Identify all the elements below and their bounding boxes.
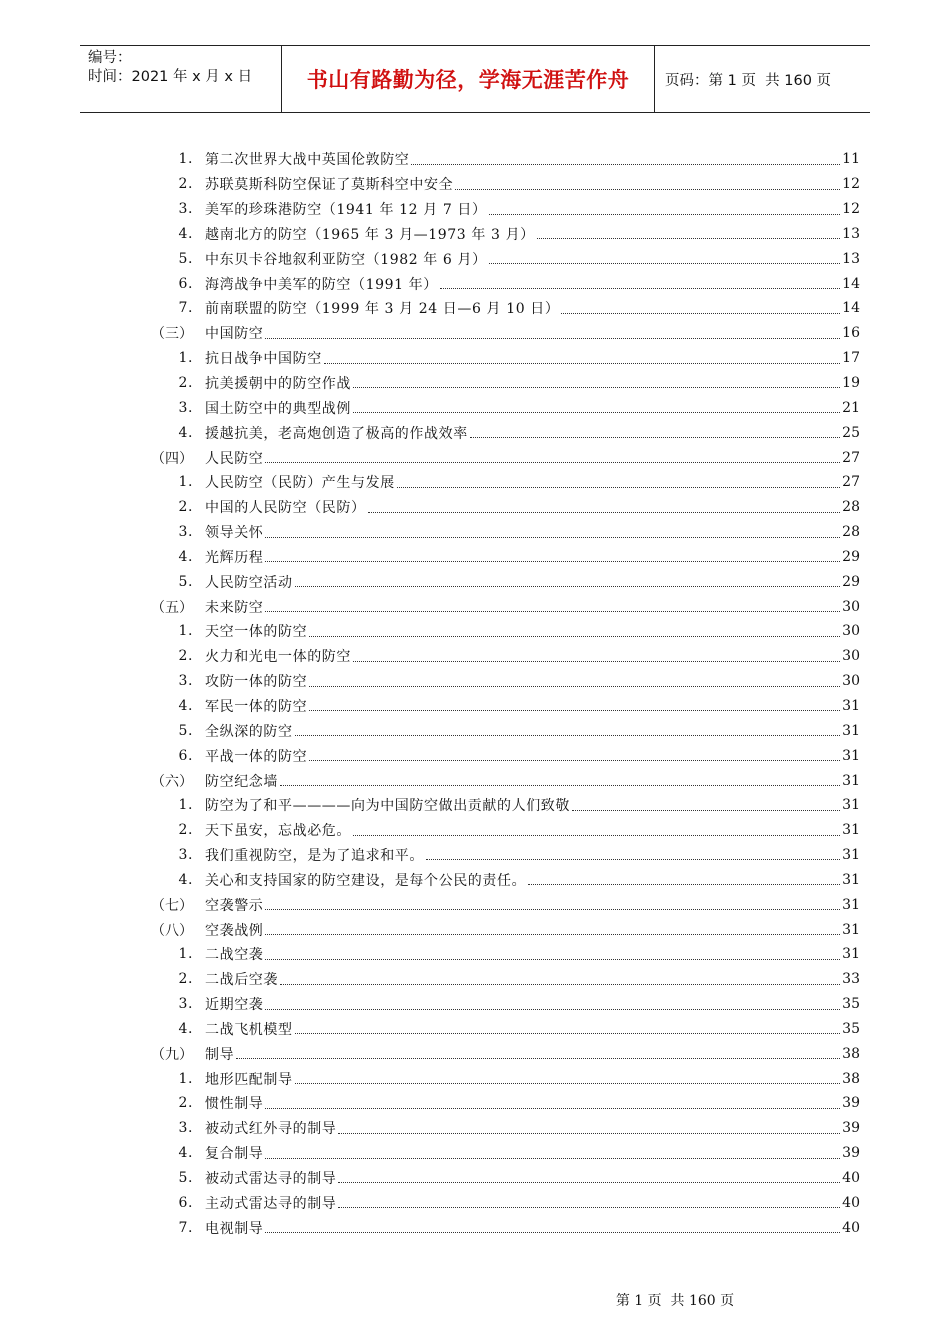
toc-dot-leader [265,560,840,562]
toc-item-page: 40 [842,1170,860,1187]
toc-item-row[interactable] [80,296,860,321]
document-time-label: 时间：2021 年 x 月 x 日 [88,69,253,85]
toc-section-row[interactable] [80,445,860,470]
toc-dot-leader [265,933,840,935]
toc-dot-leader [295,734,841,736]
toc-item-page: 14 [842,275,860,292]
toc-item-page: 31 [842,772,860,789]
toc-dot-leader [470,436,840,438]
toc-item-title: 中东贝卡谷地叙利亚防空（1982 年 6 月） [205,251,487,268]
toc-item-number: （八） [151,922,193,939]
toc-dot-leader [324,362,840,364]
toc-item-page: 13 [842,225,860,242]
toc-item-number: 3. [178,201,193,218]
toc-dot-leader [572,809,840,811]
toc-item-number: 4. [178,871,193,888]
toc-item-row[interactable] [80,1116,860,1141]
toc-dot-leader [353,660,840,662]
toc-dot-leader [338,1181,840,1183]
toc-item-number: （七） [151,897,193,914]
toc-item-row[interactable] [80,992,860,1017]
toc-item-page: 29 [842,548,860,565]
toc-item-title: 平战一体的防空 [205,748,308,765]
toc-item-number: 4. [178,1020,193,1037]
header-meta [80,46,281,112]
toc-item-number: （五） [151,599,193,616]
toc-item-number: 3. [178,524,193,541]
toc-item-number: 2. [178,176,193,193]
toc-item-row[interactable] [80,147,860,172]
toc-item-title: 越南北方的防空（1965 年 3 月—1973 年 3 月） [205,226,535,243]
toc-item-row[interactable] [80,395,860,420]
header-slogan: 书山有路勤为径，学海无涯苦作舟 [281,46,655,112]
toc-item-title: 关心和支持国家的防空建设，是每个公民的责任。 [205,872,527,889]
toc-item-number: 5. [178,250,193,267]
toc-section-row[interactable] [80,892,860,917]
toc-item-page: 30 [842,648,860,665]
toc-item-page: 39 [842,1120,860,1137]
toc-section-row[interactable] [80,768,860,793]
toc-item-number: 4. [178,1145,193,1162]
toc-item-number: 3. [178,847,193,864]
toc-item-row[interactable] [80,843,860,868]
toc-item-title: 制导 [205,1046,235,1063]
toc-item-title: 防空纪念墙 [205,773,278,790]
toc-dot-leader [353,834,840,836]
toc-item-title: 光辉历程 [205,549,264,566]
toc-item-row[interactable] [80,1141,860,1166]
toc-item-page: 40 [842,1194,860,1211]
toc-dot-leader [236,1057,840,1059]
toc-dot-leader [455,188,840,190]
toc-dot-leader [309,685,840,687]
toc-item-page: 31 [842,722,860,739]
toc-item-row[interactable] [80,172,860,197]
toc-dot-leader [265,536,840,538]
page-header [80,45,870,113]
toc-item-page: 17 [842,350,860,367]
toc-item-number: 6. [178,275,193,292]
toc-item-title: 电视制导 [205,1220,264,1237]
toc-item-number: （四） [151,450,193,467]
toc-item-page: 31 [842,921,860,938]
toc-item-page: 31 [842,847,860,864]
toc-item-page: 30 [842,673,860,690]
toc-dot-leader [265,337,840,339]
toc-dot-leader [265,1107,840,1109]
toc-item-page: 21 [842,399,860,416]
toc-item-title: 复合制导 [205,1146,264,1163]
toc-item-title: 天下虽安，忘战必危。 [205,823,351,840]
toc-item-title: 近期空袭 [205,997,264,1014]
toc-item-title: 中国的人民防空（民防） [205,500,366,517]
toc-item-row[interactable] [80,793,860,818]
toc-item-page: 31 [842,871,860,888]
toc-dot-leader [309,759,840,761]
toc-item-page: 12 [842,201,860,218]
toc-dot-leader [265,610,840,612]
toc-dot-leader [295,585,841,587]
toc-item-page: 28 [842,524,860,541]
toc-item-page: 38 [842,1045,860,1062]
document-number-label: 编号： [88,50,132,66]
toc-item-row[interactable] [80,1066,860,1091]
page-footer: 第 1 页 共 160 页 [615,1293,735,1309]
toc-item-number: 4. [178,697,193,714]
toc-item-row[interactable] [80,718,860,743]
toc-item-row[interactable] [80,942,860,967]
toc-item-row[interactable] [80,619,860,644]
toc-item-number: 1. [178,151,193,168]
toc-dot-leader [368,511,841,513]
toc-dot-leader [411,163,840,165]
toc-item-number: 2. [178,648,193,665]
toc-item-title: 前南联盟的防空（1999 年 3 月 24 日—6 月 10 日） [205,301,560,318]
toc-dot-leader [280,784,840,786]
toc-item-number: 3. [178,1120,193,1137]
toc-item-row[interactable] [80,271,860,296]
toc-dot-leader [353,386,840,388]
toc-item-number: 4. [178,548,193,565]
toc-dot-leader [265,958,840,960]
toc-item-number: 6. [178,1194,193,1211]
header-page-info: 页码：第 1 页 共 160 页 [665,72,832,89]
toc-item-row[interactable] [80,346,860,371]
toc-dot-leader [489,262,840,264]
toc-dot-leader [265,461,840,463]
toc-item-page: 31 [842,797,860,814]
toc-item-row[interactable] [80,470,860,495]
toc-item-page: 29 [842,573,860,590]
toc-item-page: 13 [842,250,860,267]
toc-dot-leader [440,287,840,289]
toc-dot-leader [309,709,840,711]
toc-item-row[interactable] [80,669,860,694]
toc-item-title: 空袭战例 [205,922,264,939]
toc-dot-leader [353,411,840,413]
toc-item-title: 火力和光电一体的防空 [205,649,351,666]
toc-item-page: 31 [842,896,860,913]
toc-item-page: 16 [842,325,860,342]
toc-item-number: 6. [178,747,193,764]
toc-item-page: 39 [842,1095,860,1112]
toc-item-number: 7. [178,1219,193,1236]
toc-item-page: 19 [842,375,860,392]
toc-item-title: 人民防空 [205,450,264,467]
toc-section-row[interactable] [80,1041,860,1066]
toc-item-page: 28 [842,499,860,516]
toc-item-number: 5. [178,573,193,590]
toc-item-row[interactable] [80,1091,860,1116]
toc-dot-leader [265,908,840,910]
toc-item-title: 全纵深的防空 [205,723,293,740]
toc-item-row[interactable] [80,867,860,892]
toc-item-number: （九） [151,1046,193,1063]
table-of-contents [80,147,860,1240]
toc-dot-leader [537,237,840,239]
toc-item-number: 1. [178,474,193,491]
toc-item-number: 1. [178,350,193,367]
toc-item-page: 30 [842,598,860,615]
toc-item-title: 第二次世界大战中英国伦敦防空 [205,152,410,169]
toc-item-number: 2. [178,499,193,516]
toc-item-row[interactable] [80,1190,860,1215]
toc-item-number: 7. [178,300,193,317]
toc-section-row[interactable] [80,594,860,619]
toc-item-title: 国土防空中的典型战例 [205,400,351,417]
toc-item-page: 35 [842,1020,860,1037]
toc-item-title: 地形匹配制导 [205,1071,293,1088]
toc-item-number: 5. [178,1170,193,1187]
toc-item-title: 未来防空 [205,599,264,616]
toc-item-title: 抗日战争中国防空 [205,351,322,368]
toc-item-number: 3. [178,673,193,690]
toc-item-page: 12 [842,176,860,193]
toc-item-row[interactable] [80,743,860,768]
toc-item-page: 31 [842,946,860,963]
toc-item-page: 31 [842,697,860,714]
toc-item-page: 11 [842,151,860,168]
toc-item-title: 中国防空 [205,326,264,343]
toc-dot-leader [265,1008,840,1010]
toc-section-row[interactable] [80,321,860,346]
toc-item-number: 4. [178,424,193,441]
toc-dot-leader [265,1231,840,1233]
toc-item-row[interactable] [80,967,860,992]
toc-item-title: 天空一体的防空 [205,624,308,641]
toc-item-title: 抗美援朝中的防空作战 [205,376,351,393]
toc-item-row[interactable] [80,569,860,594]
toc-item-title: 海湾战争中美军的防空（1991 年） [205,276,438,293]
toc-item-number: 1. [178,623,193,640]
toc-item-title: 空袭警示 [205,897,264,914]
toc-item-number: （六） [151,773,193,790]
toc-item-row[interactable] [80,222,860,247]
toc-item-page: 39 [842,1145,860,1162]
toc-item-page: 31 [842,747,860,764]
toc-item-title: 我们重视防空，是为了追求和平。 [205,848,424,865]
toc-item-row[interactable] [80,644,860,669]
toc-item-number: 4. [178,225,193,242]
toc-item-title: 攻防一体的防空 [205,674,308,691]
toc-item-title: 援越抗美，老高炮创造了极高的作战效率 [205,425,468,442]
toc-item-row[interactable] [80,197,860,222]
toc-item-row[interactable] [80,520,860,545]
toc-item-row[interactable] [80,1215,860,1240]
toc-dot-leader [338,1206,840,1208]
toc-item-page: 40 [842,1219,860,1236]
toc-item-page: 35 [842,996,860,1013]
toc-item-title: 领导关怀 [205,525,264,542]
toc-item-number: 1. [178,797,193,814]
toc-dot-leader [397,486,840,488]
toc-item-title: 被动式红外寻的制导 [205,1121,337,1138]
toc-item-page: 27 [842,474,860,491]
toc-item-number: 5. [178,722,193,739]
toc-item-title: 惯性制导 [205,1096,264,1113]
toc-item-title: 人民防空（民防）产生与发展 [205,475,395,492]
toc-item-title: 被动式雷达寻的制导 [205,1171,337,1188]
toc-item-number: 1. [178,1070,193,1087]
toc-item-row[interactable] [80,371,860,396]
toc-item-page: 31 [842,822,860,839]
toc-item-number: （三） [151,326,193,343]
toc-item-row[interactable] [80,246,860,271]
toc-item-page: 27 [842,449,860,466]
toc-item-title: 苏联莫斯科防空保证了莫斯科空中安全 [205,177,454,194]
toc-item-page: 38 [842,1070,860,1087]
toc-item-title: 人民防空活动 [205,574,293,591]
toc-item-page: 33 [842,971,860,988]
toc-dot-leader [265,1157,840,1159]
toc-item-row[interactable] [80,545,860,570]
toc-dot-leader [528,883,840,885]
toc-item-title: 二战飞机模型 [205,1021,293,1038]
toc-item-number: 2. [178,971,193,988]
toc-item-number: 2. [178,375,193,392]
toc-item-page: 14 [842,300,860,317]
toc-item-title: 美军的珍珠港防空（1941 年 12 月 7 日） [205,202,487,219]
toc-section-row[interactable] [80,917,860,942]
toc-item-title: 主动式雷达寻的制导 [205,1195,337,1212]
toc-item-title: 二战后空袭 [205,972,278,989]
toc-dot-leader [309,635,840,637]
toc-dot-leader [295,1082,841,1084]
toc-item-page: 30 [842,623,860,640]
toc-item-page: 25 [842,424,860,441]
toc-item-row[interactable] [80,694,860,719]
toc-dot-leader [561,312,840,314]
toc-dot-leader [338,1132,840,1134]
toc-item-number: 2. [178,1095,193,1112]
toc-item-title: 二战空袭 [205,947,264,964]
toc-item-title: 防空为了和平————向为中国防空做出贡献的人们致敬 [205,798,570,815]
toc-dot-leader [489,213,841,215]
toc-item-row[interactable] [80,420,860,445]
toc-item-row[interactable] [80,1017,860,1042]
toc-item-number: 3. [178,996,193,1013]
toc-item-number: 3. [178,399,193,416]
toc-item-number: 1. [178,946,193,963]
toc-item-row[interactable] [80,495,860,520]
toc-item-number: 2. [178,822,193,839]
toc-dot-leader [295,1032,841,1034]
toc-dot-leader [280,983,840,985]
toc-item-row[interactable] [80,818,860,843]
toc-item-title: 军民一体的防空 [205,698,308,715]
toc-dot-leader [426,858,840,860]
toc-item-row[interactable] [80,1166,860,1191]
